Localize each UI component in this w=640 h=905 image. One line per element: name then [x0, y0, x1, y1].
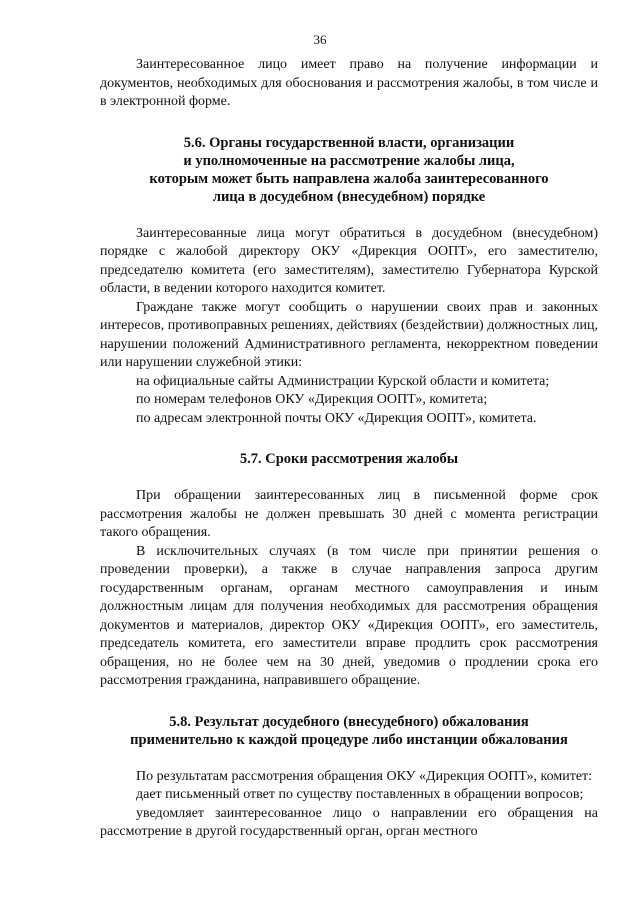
page-content [100, 56, 598, 842]
intro-paragraph: Заинтересованное лицо имеет право на получение информации и документов, необходимых для обоснования и рассмотрения жалобы, в том числе и в электронной форме. [100, 57, 598, 109]
paragraph: Граждане также могут сообщить о нарушении своих прав и законных интересов, противоправных решениях, действиях (бездействии) должностных лиц, нарушении положений Административного регламента, некорректном поведении или нарушении служебной этики: [100, 299, 598, 370]
paragraph: дает письменный ответ по существу поставленных в обращении вопросов; [136, 787, 584, 802]
paragraph: уведомляет заинтересованное лицо о направлении его обращения на рассмотрение в другой государственный орган, орган местного [100, 805, 598, 839]
paragraph: По результатам рассмотрения обращения ОКУ «Дирекция ООПТ», комитет: [136, 768, 593, 784]
paragraph: При обращении заинтересованных лиц в письменной форме срок рассмотрения жалобы не должен превышать 30 дней с момента регистрации такого обращения. [100, 488, 598, 540]
heading-line: 5.7. Сроки рассмотрения жалобы [239, 451, 459, 467]
heading-line: 5.8. Результат досудебного (внесудебного) обжалования [169, 713, 529, 730]
list-item: по адресам электронной почты ОКУ «Дирекция ООПТ», комитета. [136, 410, 537, 426]
page-number: 36 [313, 32, 327, 47]
paragraph: В исключительных случаях (в том числе при принятии решения о проведении проверки), а также в случае направления запроса другим государственным органам, органам местного самоуправления и иным должностным лицам для получения необходимых для рассмотрения обращения документов и материалов, директор ОКУ «Дирекция ООПТ», его заместитель, председатель комитета, его заместители вправе продлить срок рассмотрения обращения, но не более чем на 30 дней, уведомив о продлении срока его рассмотрения гражданина, направившего обращение. [100, 543, 598, 688]
heading-line: которым может быть направлена жалоба заинтересованного [149, 170, 549, 187]
section-5-8-heading [100, 713, 598, 749]
heading-line: и уполномоченные на рассмотрение жалобы лица, [183, 152, 515, 169]
list-item: по номерам телефонов ОКУ «Дирекция ООПТ», комитета; [136, 392, 488, 407]
paragraph: Заинтересованные лица могут обратиться в досудебном (внесудебном) порядке с жалобой директору ОКУ «Дирекция ООПТ», его заместителю, председателю комитета (его заместителям), заместителю Губернатора Курской области, в ведении которого находится комитет. [100, 225, 598, 296]
heading-line: лица в досудебном (внесудебном) порядке [212, 188, 486, 205]
list-item: на официальные сайты Администрации Курской области и комитета; [136, 373, 550, 389]
section-5-7-heading [100, 450, 598, 468]
section-5-6-heading [100, 134, 598, 206]
heading-line: 5.6. Органы государственной власти, организации [183, 134, 515, 151]
heading-line: применительно к каждой процедуре либо инстанции обжалования [130, 731, 568, 748]
